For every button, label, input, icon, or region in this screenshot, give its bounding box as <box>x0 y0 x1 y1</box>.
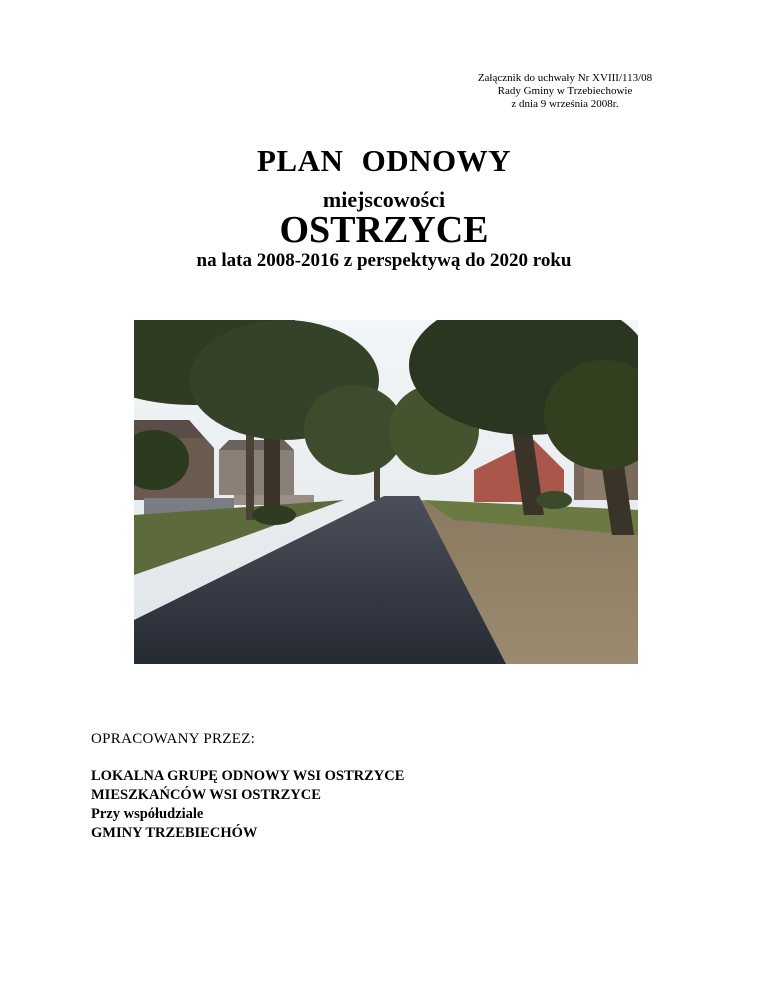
document-subtitle: miejscowości <box>322 187 446 212</box>
village-street-photo <box>134 320 638 664</box>
village-name: OSTRZYCE <box>279 209 489 251</box>
author-line: Przy współudziale <box>91 806 204 822</box>
author-line: GMINY TRZEBIECHÓW <box>91 825 258 841</box>
authors-list <box>91 767 404 843</box>
annex-line-3: z dnia 9 września 2008r. <box>511 98 619 110</box>
annex-line-1: Załącznik do uchwały Nr XVIII/113/08 <box>477 72 653 84</box>
annex-note <box>420 72 710 111</box>
plan-period: na lata 2008-2016 z perspektywą do 2020 roku <box>196 250 572 271</box>
author-line: MIESZKAŃCÓW WSI OSTRZYCE <box>91 787 321 803</box>
annex-line-2: Rady Gminy w Trzebiechowie <box>497 85 633 97</box>
prepared-by-heading: OPRACOWANY PRZEZ: <box>91 731 256 747</box>
author-line: LOKALNA GRUPĘ ODNOWY WSI OSTRZYCE <box>91 768 405 784</box>
document-title: PLAN ODNOWY <box>256 143 512 178</box>
